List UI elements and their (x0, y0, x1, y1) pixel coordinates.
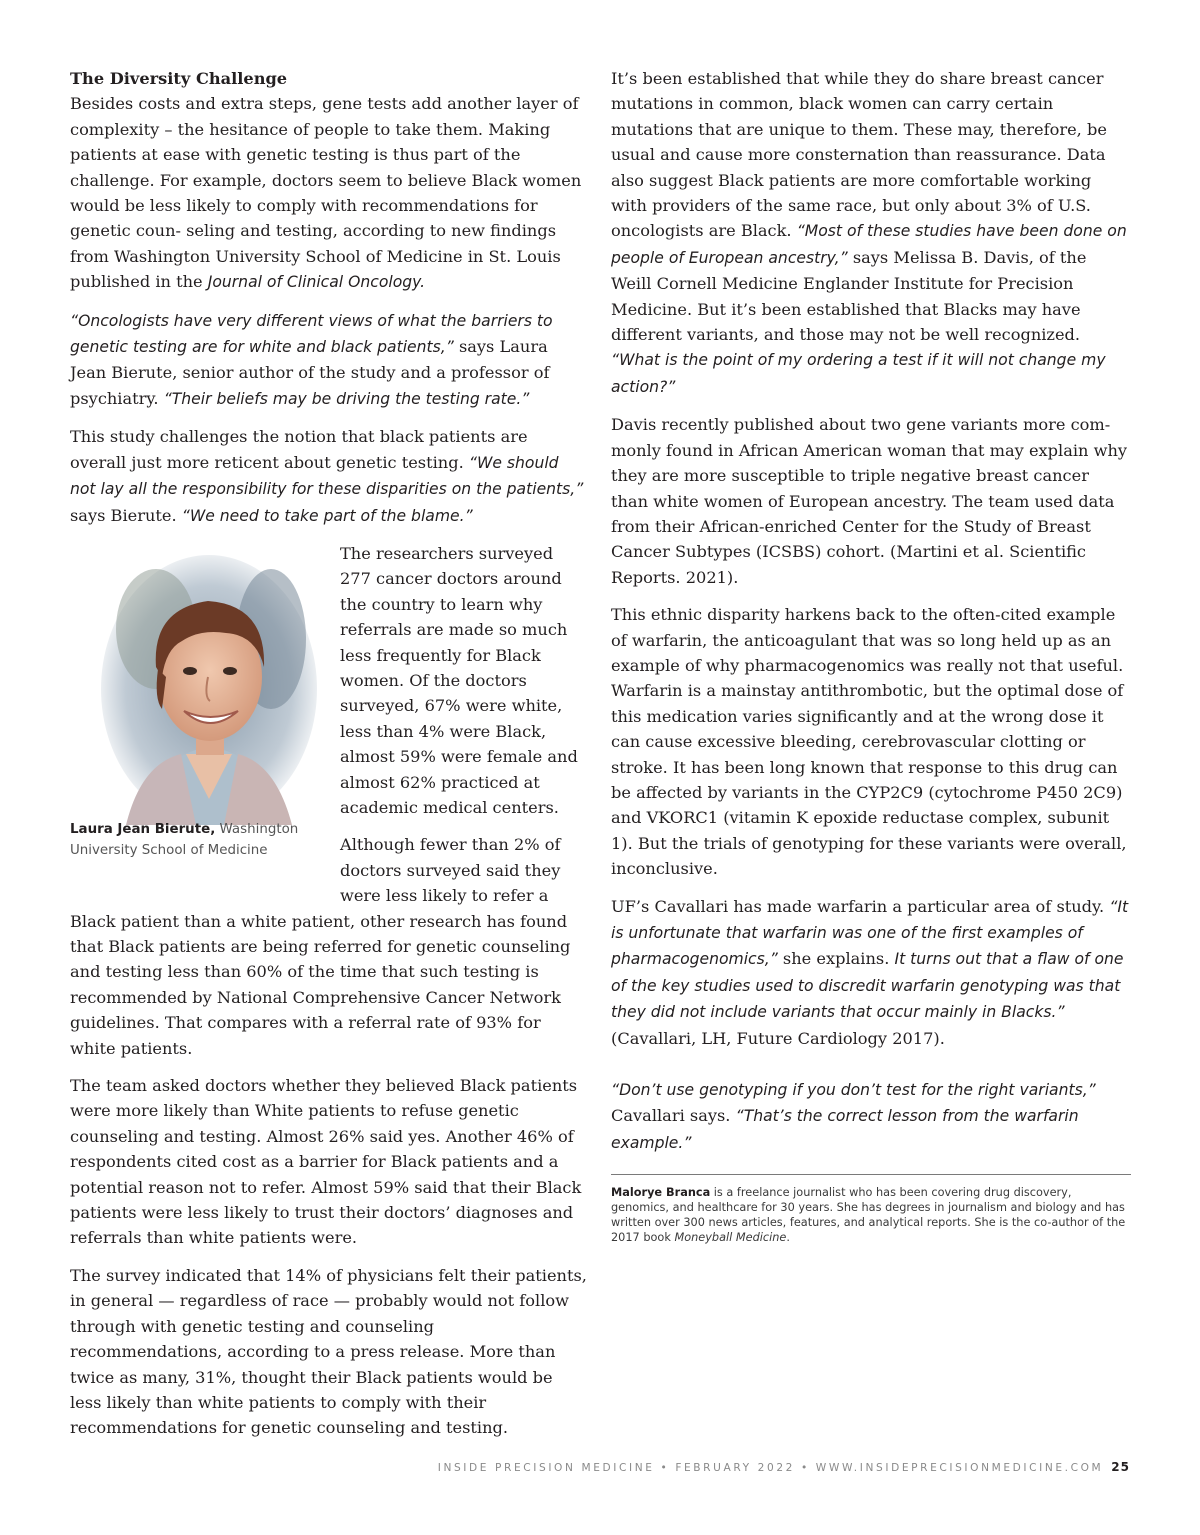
journal-title: Journal of Clinical Oncology. (207, 273, 426, 292)
paragraph-closing-quote (611, 1077, 1131, 1156)
paragraph-cavallari (611, 894, 1131, 1051)
footer-text: INSIDE PRECISION MEDICINE • FEBRUARY 2022 • WWW.INSIDEPRECISIONMEDICINE.COM (437, 1462, 1104, 1474)
paragraph-text: she explains. (777, 949, 895, 969)
paragraph-referrals: Although fewer than 2% of doctors surveyed said they were less likely to refer a Black patient than a white patient, other research has found that Black patients are being referred for genetic counseling and testing less than 60% of the time that such testing is recommended by National Comprehensive Cancer Network guidelines. That compares with a referral rate of 93% for white patients. (70, 835, 571, 1058)
page-footer (0, 1460, 1130, 1474)
quote: “Don’t use genotyping if you don’t test for the right variants,” (611, 1081, 1096, 1100)
section-title: The Diversity Challenge (70, 69, 288, 88)
author-bio (611, 1185, 1131, 1245)
paragraph-notion (70, 424, 588, 529)
paragraph-text: UF’s Cavallari has made warfarin a particular area of study. (611, 896, 1110, 916)
right-column (611, 66, 1131, 1245)
paragraph-team-asked: The team asked doctors whether they believed Black patients were more likely than White patients to refuse genetic counseling and testing. Almost 26% said yes. Another 46% of respondents cited cost as a barrier for Black patients and a potential reason not to refer. Almost 59% said that their Black patients were less likely to trust their doctors’ diagnoses and referrals than white patients were. (70, 1076, 582, 1248)
portrait-photo (96, 549, 322, 825)
portrait-figure (70, 541, 336, 903)
bio-text: is a freelance journalist who has been covering drug discovery, genomics, and healthcare for 30 years. She has degrees in journalism and biology and has written over 300 news articles, features, and analytical reports. She is the co-author of the 2017 book (611, 1186, 1126, 1245)
paragraph-text: says Laura Jean Bierute, senior author of the study and a professor of psychiatry. (70, 337, 550, 408)
paragraph-text: says Bierute. (70, 505, 182, 525)
paragraph-text: It’s been established that while they do share breast cancer mutations in common, black women can carry certain mutations that are unique to them. These may, therefore, be usual and cause more consternation than reassurance. Data also suggest Black patients are more comfortable working with providers of the same race, but only about 3% of U.S. oncologists are Black. (611, 69, 1107, 241)
quote: “We should not lay all the responsibility for these disparities on the patients,” (70, 453, 584, 499)
quote: “We need to take part of the blame.” (181, 506, 473, 525)
paragraph-davis: Davis recently published about two gene variants more com- monly found in African American woman that may explain why they are more susceptible to triple negative breast cancer than white women of European ancestry. The team used data from their African-enriched Center for the Study of Breast Cancer Subtypes (ICSBS) cohort. (Martini et al. Scientific Reports. 2021). (611, 415, 1128, 587)
quote: “Most of these studies have been done on people of European ancestry,” (611, 222, 1127, 267)
paragraph-survey-indicated: The survey indicated that 14% of physicians felt their patients, in general — regardless of race — probably would not follow through with genetic testing and counseling recommendations, according to a press release. More than twice as many, 31%, thought their Black patients would be less likely than white patients to comply with their recommendations for genetic counseling and testing. (70, 1265, 587, 1438)
paragraph-text: Besides costs and extra steps, gene tests add another layer of complexity – the hesitance of people to take them. Making patients at ease with genetic testing is thus part of the challenge. For example, doctors seem to believe Black women would be less likely to comply with recommendations for genetic coun- seling and testing, according to new findings from Washington University School of Medicine in St. Louis published in the (70, 94, 582, 292)
photo-caption (70, 819, 330, 861)
bio-divider (611, 1174, 1131, 1175)
paragraph-text: This study challenges the notion that black patients are overall just more reticent about genetic testing. (70, 427, 528, 472)
paragraph-mutations (611, 66, 1131, 400)
quote: “That’s the correct lesson from the warfarin example.” (611, 1107, 1079, 1152)
left-column (70, 66, 588, 1453)
quote: “What is the point of my ordering a test if it will not change my action?” (611, 351, 1106, 396)
paragraph-survey: The researchers surveyed 277 cancer doctors around the country to learn why referrals are made so much less frequently for Black women. Of the doctors surveyed, 67% were white, less than 4% were Black, almost 59% were female and almost 62% practiced at academic medical centers. (340, 543, 578, 817)
paragraph-quote-bierute (70, 308, 588, 413)
paragraph-intro (70, 91, 588, 295)
paragraph-text: (Cavallari, LH, Future Cardiology 2017). (611, 1028, 945, 1048)
quote: It turns out that a flaw of one of the key studies used to discredit warfarin genotyping was that they did not include variants that occur mainly in Blacks.” (611, 950, 1124, 1022)
caption-name: Laura Jean Bierute, (70, 821, 216, 837)
paragraph-warfarin: This ethnic disparity harkens back to the often-cited example of warfarin, the anticoagulant that was so long held up as an example of why pharmacogenomics was really not that useful. Warfarin is a mainstay antithrombotic, but the optimal dose of this medication varies significantly and at the wrong dose it can cause excessive bleeding, cerebrovascular clotting or stroke. It has been long known that response to this drug can be affected by variants in the CYP2C9 (cytochrome P450 2C9) and VKORC1 (vitamin K epoxide reductase complex, subunit 1). But the trials of genotyping for these variants were overall, inconclusive. (611, 605, 1127, 879)
quote: “Oncologists have very different views of what the barriers to genetic testing are for white and black patients,” (70, 311, 553, 357)
quote: “It is unfortunate that warfarin was one of the first examples of pharmacogenomics,” (611, 897, 1129, 969)
bio-end: . (786, 1231, 790, 1245)
paragraph-text: says Melissa B. Davis, of the Weill Cornell Medicine Englander Institute for Precision Medicine. But it’s been established that Blacks may have different variants, and those may not be well recognized. (611, 247, 1087, 345)
paragraph-text: Cavallari says. (611, 1106, 736, 1126)
page-number: 25 (1111, 1460, 1130, 1474)
quote: “Their beliefs may be driving the testing rate.” (163, 389, 530, 408)
author-name: Malorye Branca (611, 1186, 711, 1200)
caption-affiliation: Washington University School of Medicine (70, 821, 299, 858)
book-title: Moneyball Medicine (674, 1231, 787, 1245)
